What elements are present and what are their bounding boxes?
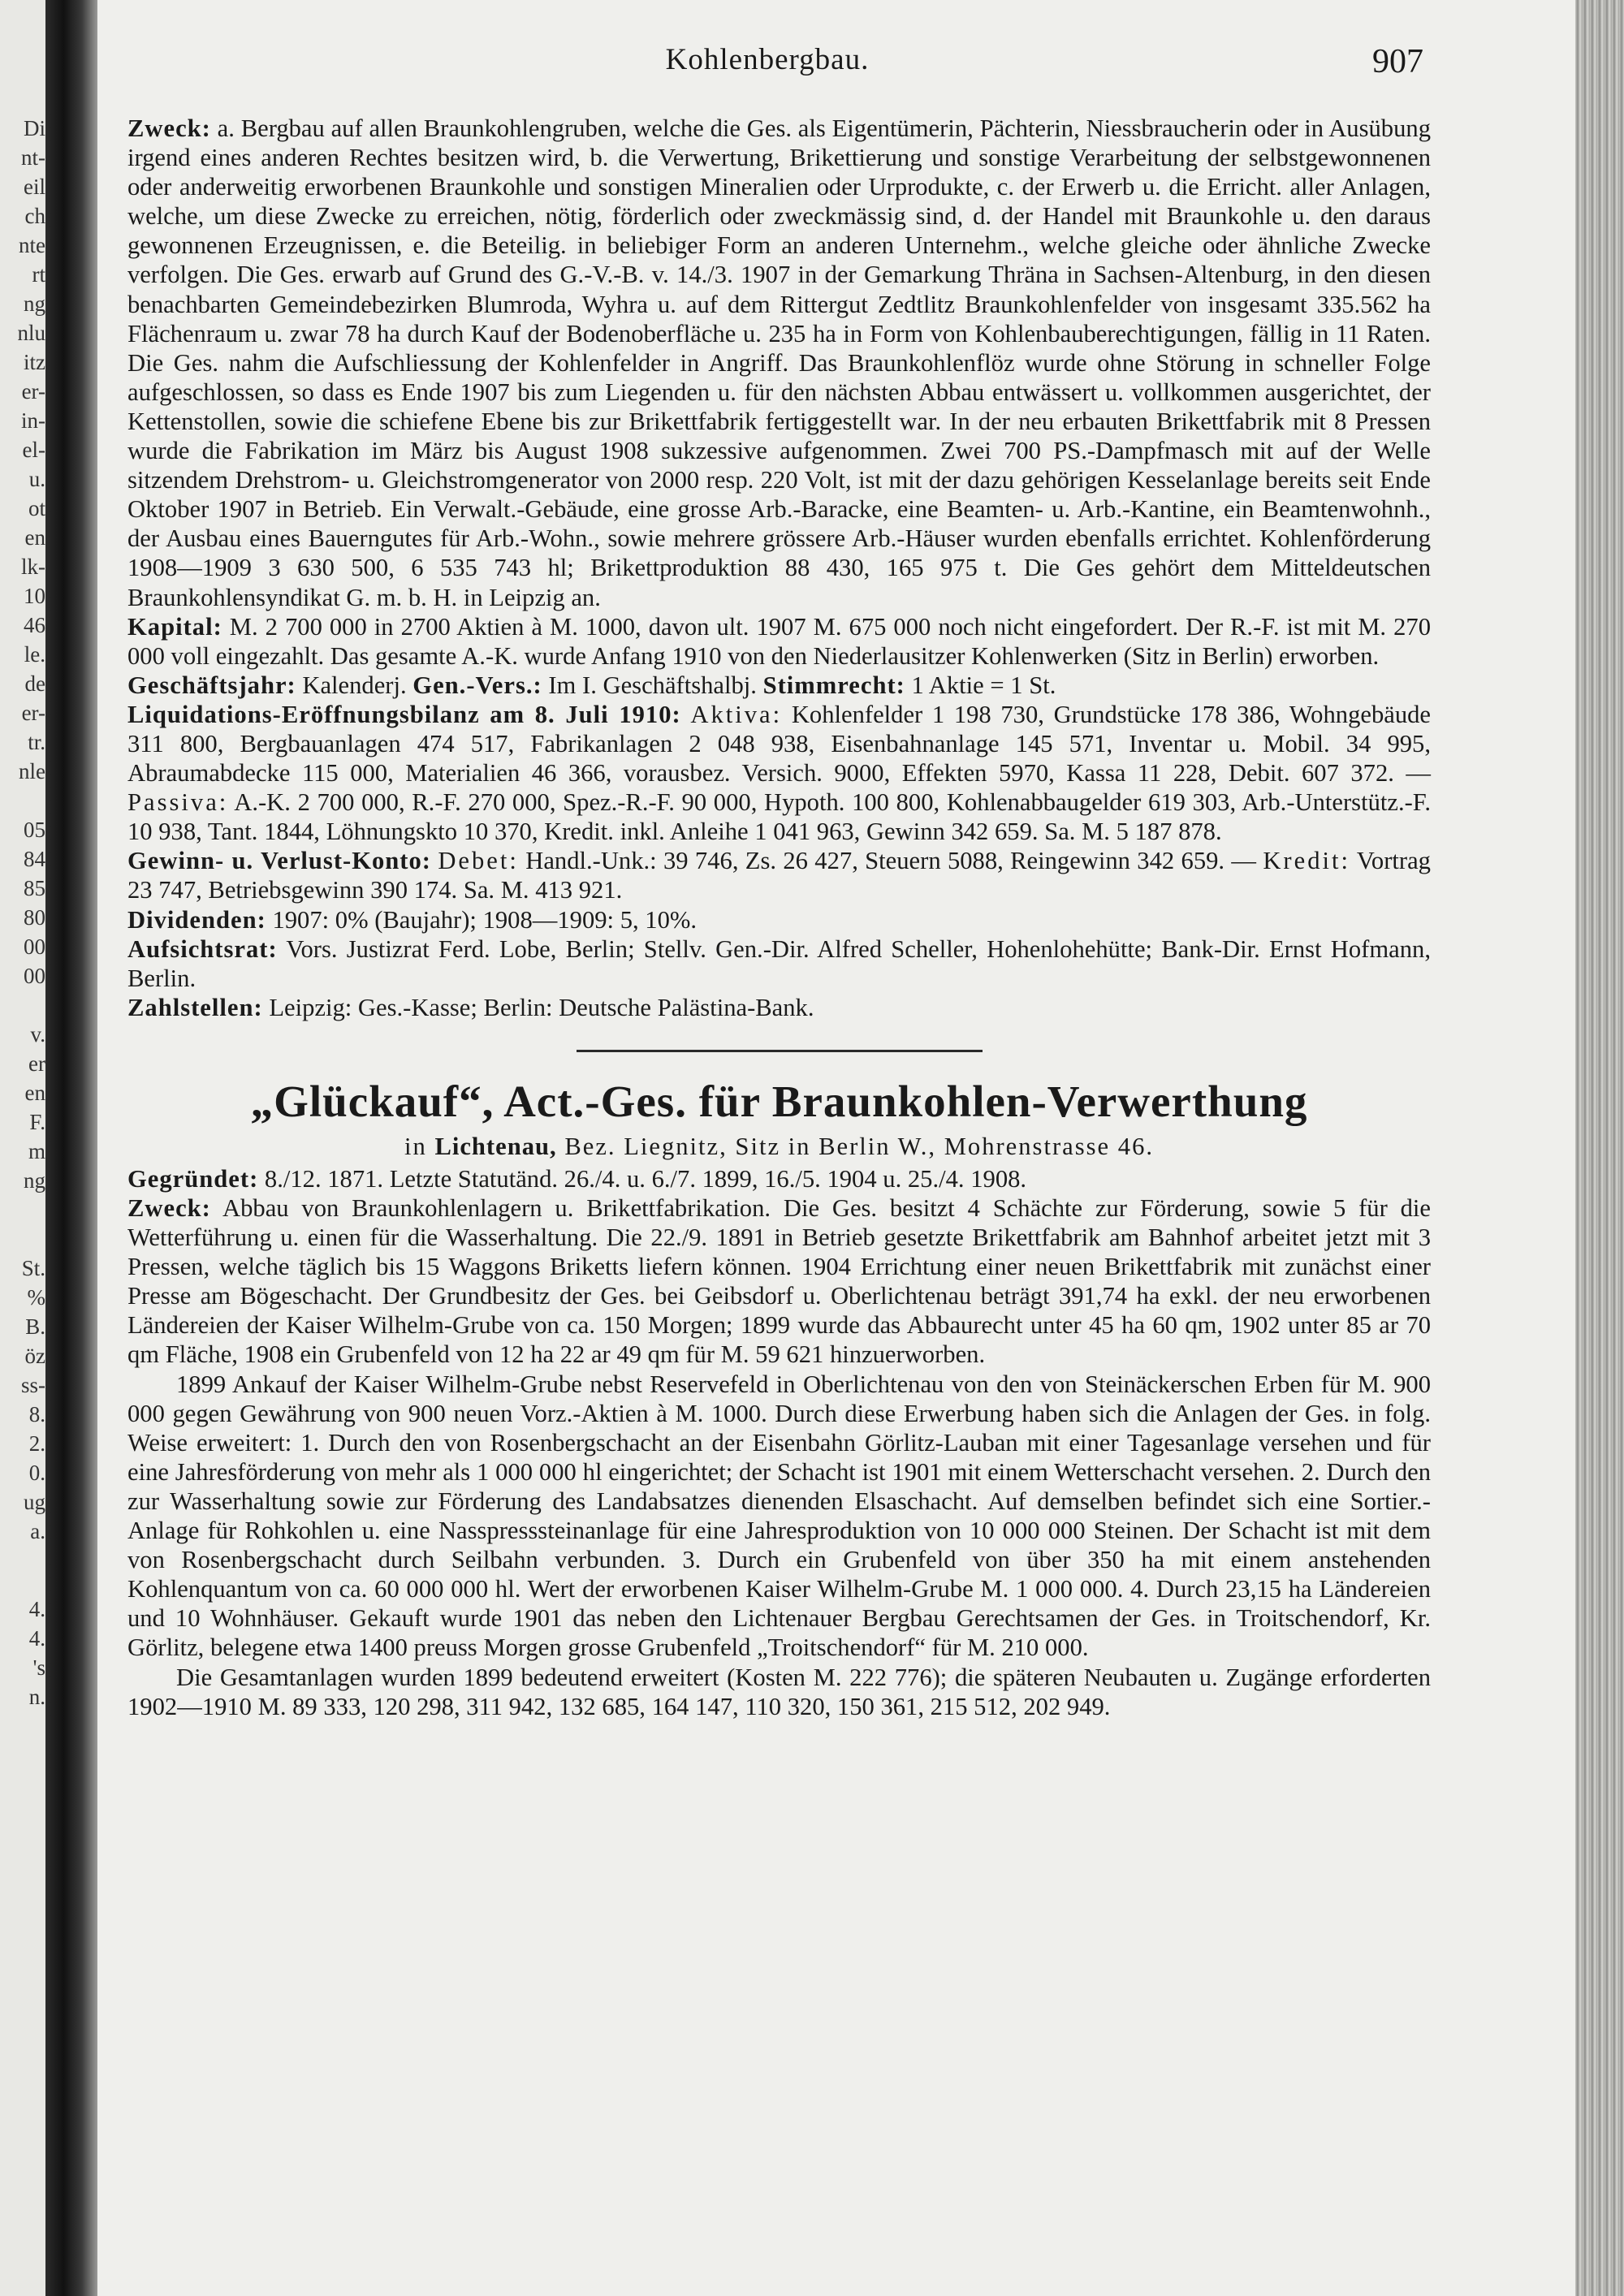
dividenden-text: 1907: 0% (Baujahr); 1908—1909: 5, 10%. — [266, 905, 698, 934]
zweck2-text: Abbau von Braunkohlenlagern u. Brikettfabrikation. Die Ges. besitzt 4 Schächte zur Förderung, sowie 5 für die Wetterführung u. einen für die Wasserhaltung. Die 22./9. 1891 in Betrieb gesetzte Brikettfabrik am Bahnhof arbeitet jetzt mit 3 Pressen, welche täglich bis 15 Waggons Briketts liefern können. 1904 Errichtung einer neuen Brikettfabrik mit zunächst einer Presse am Bögeschacht. Der Grundbesitz der Ges. bei Geibsdorf u. Oberlichtenau beträgt 391,74 ha exkl. der neu erworbenen Ländereien der Kaiser Wilhelm-Grube von ca. 150 Morgen; 1899 wurde das Abbaurecht unter 45 ha 60 qm, 1902 unter 85 ar 70 qm Fläche, 1908 ein Grubenfeld von 12 ha 22 ar 49 qm für M. 59 621 hinzuerworben. — [127, 1194, 1431, 1369]
adjacent-page-fragment-text: ng — [24, 1168, 45, 1193]
location-rest: Bez. Liegnitz, Sitz in Berlin W., Mohrenstrasse 46. — [556, 1132, 1155, 1160]
adjacent-page-fragment-text: a. — [30, 1519, 45, 1543]
adjacent-page-fragment-text: 10 — [24, 584, 45, 608]
kapital-text: M. 2 700 000 in 2700 Aktien à M. 1000, davon ult. 1907 M. 675 000 noch nicht eingefordert. Der R.-F. ist mit M. 270 000 voll eingezahlt. Das gesamte A.-K. wurde Anfang 1910 von den Niederlausitzer Kohlenwerken (Sitz in Berlin) erworben. — [127, 612, 1431, 670]
zweck2-label: Zweck: — [127, 1194, 211, 1222]
aktiva-text: Kohlenfelder 1 198 730, Grundstücke 178 386, Wohngebäude 311 800, Bergbauanlagen 474 517, Fabrikanlagen 2 048 938, Eisenbahnanlage 145 571, Inventar u. Mobil. 34 995, Abraumabdecke 115 000, Materialien 46 366, vorausbez. Versich. 9000, Effekten 5970, Kassa 11 228, Debit. 607 372. — — [127, 700, 1431, 788]
aufsichtsrat-text: Vors. Justizrat Ferd. Lobe, Berlin; Stellv. Gen.-Dir. Alfred Scheller, Hohenlohehütte; Bank-Dir. Ernst Hofmann, Berlin. — [127, 934, 1431, 992]
stimmrecht-label: Stimmrecht: — [762, 671, 905, 699]
adjacent-page-fragment-text: u. — [28, 467, 45, 491]
kredit-label: Kredit: — [1263, 847, 1350, 875]
adjacent-page-fragment-text: nte — [19, 233, 45, 257]
debet-label: Debet: — [438, 847, 519, 875]
gen-vers-text: Im I. Geschäftshalbj. — [542, 671, 763, 699]
adjacent-page-fragment-text: 46 — [24, 613, 45, 637]
book-gutter — [45, 0, 97, 2296]
adjacent-page-fragment-text: nt- — [21, 145, 45, 170]
ankauf-paragraph: 1899 Ankauf der Kaiser Wilhelm-Grube nebst Reservefeld in Oberlichtenau von den von Steinäckerschen Erben für M. 900 000 gegen Gewährung von 900 neuen Vorz.-Aktien à M. 1000. Durch diese Erwerbung haben sich die Anlagen der Ges. in folg. Weise erweitert: 1. Durch den von Rosenbergschacht an der Eisenbahn Görlitz-Lauban mit einer Tagesanlage versehen und für eine Jahresförderung von mehr als 1 000 000 hl eingerichtet; der Schacht ist 1901 mit einem Wetterschacht versehen. 2. Durch den zur Wasserhaltung sowie zur Förderung des Landabsatzes dienenden Elsaschacht. Auf demselben befindet sich eine Sortier.-Anlage für Rohkohlen u. eine Nasspresssteinanlage für eine Jahresproduktion von 10 000 000 Steinen. Der Schacht ist mit dem von Rosenbergschacht durch Seilbahn verbunden. 3. Durch ein Grubenfeld von über 350 ha mit einem anstehenden Kohlenquantum von ca. 60 000 000 hl. Wert der erworbenen Kaiser Wilhelm-Grube M. 1 000 000. 4. Durch 23,15 ha Ländereien und 10 Wohnhäuser. Gekauft wurde 1901 das neben den Lichtenauer Bergbau Gerechtsamen der Ges. in Troitschendorf, Kr. Görlitz, belegene etwa 1400 preuss Morgen grosse Grubenfeld „Troitschendorf“ für M. 210 000. — [127, 1370, 1431, 1662]
adjacent-page-fragment-text: v. — [30, 1022, 45, 1047]
adjacent-page-fragment-text: eil — [24, 175, 45, 199]
zweck-text: a. Bergbau auf allen Braunkohlengruben, welche die Ges. als Eigentümerin, Pächterin, Niessbraucherin oder in Ausübung irgend eines anderen Rechtes besitzen wird, b. die Verwertung, Brikettierung und sonstige Verarbeitung der selbstgewonnenen oder anderweitig erworbenen Braunkohle und sonstigen Mineralien oder Urprodukte, c. der Erwerb u. die Erricht. aller Anlagen, welche, um diese Zwecke zu erreichen, nötig, förderlich oder zweckmässig sind, d. der Handel mit Braunkohle u. den daraus gewonnenen Erzeugnissen, e. die Beteilig. in beliebiger Form an anderen Unternehm., welche gleiche oder ähnliche Zwecke verfolgen. Die Ges. erwarb auf Grund des G.-V.-B. v. 14./3. 1907 in der Gemarkung Thräna in Sachsen-Altenburg, in den diesen benachbarten Gemeindebezirken Blumroda, Wyhra u. auf dem Rittergut Zedtlitz Braunkohlenfelder von insgesamt 335.562 ha Flächenraum u. zwar 78 ha durch Kauf der Bodenoberfläche u. 235 ha in Form von Kohlenbauberechtigungen, fällig in 11 Raten. Die Ges. nahm die Aufschliessung der Kohlenfelder in Angriff. Das Braunkohlenflöz wurde ohne Störung in schneller Folge aufgeschlossen, so dass es Ende 1907 bis zum Liegenden u. für den nächsten Abbau entwässert u. vollkommen ausgerichtet, der Kettenstollen, sowie die schiefene Ebene bis zur Brikettfabrik fertiggestellt war. In der neu erbauten Brikettfabrik mit 8 Pressen wurde die Fabrikation im März bis August 1908 sukzessive aufgenommen. Zwei 700 PS.-Dampfmasch mit auf der Welle sitzendem Drehstrom- u. Gleichstromgenerator von 2000 resp. 220 Volt, ist mit der dazu gehörigen Kesselanlage bereits seit Ende Oktober 1907 in Betrieb. Ein Verwalt.-Gebäude, eine grosse Arb.-Baracke, eine Beamten- u. Arb.-Kantine, ein Beamtenwohnh., der Ausbau eines Bauerngutes für Arb.-Wohn., sowie mehrere grössere Arb.-Häuser wurden ebenfalls errichtet. Kohlenförderung 1908—1909 3 630 500, 6 535 743 hl; Brikettproduktion 88 430, 165 975 t. Die Ges gehört dem Mitteldeutschen Braunkohlensyndikat G. m. b. H. in Leipzig an. — [127, 114, 1431, 611]
adjacent-page-fragment-text: nlu — [17, 321, 45, 345]
adjacent-page-fragment-text: rt — [32, 262, 45, 287]
adjacent-page-fragment-text: er- — [21, 379, 45, 404]
stimmrecht-text: 1 Aktie = 1 St. — [905, 671, 1056, 699]
adjacent-page-fragment-text: ng — [24, 291, 45, 316]
dividenden-paragraph — [127, 905, 1431, 934]
adjacent-page-fragment-text: 8. — [28, 1402, 45, 1426]
adjacent-page-fragment-text: 84 — [24, 847, 45, 871]
adjacent-page-fragment-text: ss- — [20, 1373, 45, 1397]
zahlstellen-label: Zahlstellen: — [127, 993, 263, 1021]
adjacent-page-fragment-text: 00 — [24, 964, 45, 988]
guv-paragraph — [127, 846, 1431, 904]
running-header — [97, 42, 1437, 83]
adjacent-page-fragment-text: 2. — [28, 1431, 45, 1456]
adjacent-page-fragment-text: 80 — [24, 905, 45, 930]
adjacent-page-fragment-text: ug — [24, 1490, 45, 1514]
geschaeftsjahr-label: Geschäftsjahr: — [127, 671, 296, 699]
aufsichtsrat-label: Aufsichtsrat: — [127, 934, 278, 963]
adjacent-page-fragment-text: el- — [22, 438, 45, 462]
kapital-paragraph — [127, 612, 1431, 671]
page-edge — [1575, 0, 1624, 2296]
adjacent-page-fragment-text: nle — [19, 759, 45, 783]
adjacent-page-fragment-text: 00 — [24, 934, 45, 959]
debet-text: Handl.-Unk.: 39 746, Zs. 26 427, Steuern 5088, Reingewinn 342 659. — — [518, 847, 1263, 875]
adjacent-page-fragment-text: St. — [21, 1256, 45, 1280]
zweck-label: Zweck: — [127, 114, 211, 142]
adjacent-page-fragment-text: er- — [21, 701, 45, 725]
aufsichtsrat-paragraph — [127, 934, 1431, 993]
passiva-text: A.-K. 2 700 000, R.-F. 270 000, Spez.-R.-F. 90 000, Hypoth. 100 800, Kohlenabbaugelder 619 303, Arb.-Unterstütz.-F. 10 938, Tant. 1844, Löhnungskto 10 370, Kredit. inkl. Anleihe 1 041 963, Gewinn 342 659. Sa. M. 5 187 878. — [127, 788, 1431, 846]
page-number: 907 — [1372, 43, 1423, 80]
adjacent-page-fragment-text: lk- — [21, 555, 45, 579]
adjacent-page-fragment-text: 4. — [28, 1626, 45, 1651]
adjacent-page-fragment-text: 4. — [28, 1597, 45, 1621]
adjacent-page-fragment-text: 0. — [28, 1461, 45, 1485]
zahlstellen-paragraph — [127, 993, 1431, 1022]
location-prefix: in — [404, 1132, 435, 1160]
adjacent-page-fragment-text: de — [24, 671, 45, 696]
adjacent-page-fragment-text: ch — [24, 204, 45, 228]
adjacent-page-fragment-text: m — [28, 1139, 45, 1163]
adjacent-page-fragment-text: en — [24, 525, 45, 550]
kredit-text: Vortrag 23 747, Betriebsgewinn 390 174. Sa. M. 413 921. — [127, 847, 1431, 904]
running-title: Kohlenbergbau. — [665, 43, 870, 76]
adjacent-page-fragment-text: ot — [28, 496, 45, 520]
dividenden-label: Dividenden: — [127, 905, 266, 934]
adjacent-page-fragment-text: tr. — [28, 730, 45, 754]
guv-label: Gewinn- u. Verlust-Konto: — [127, 847, 431, 875]
geschaeftsjahr-paragraph — [127, 671, 1431, 700]
adjacent-page-fragment-text: F. — [29, 1110, 45, 1134]
adjacent-page-fragment-text: % — [27, 1285, 45, 1310]
gesamtanlagen-paragraph: Die Gesamtanlagen wurden 1899 bedeutend erweitert (Kosten M. 222 776); die späteren Neubauten u. Zugänge erforderten 1902—1910 M. 89 333, 120 298, 311 942, 132 685, 164 147, 110 320, 150 361, 215 512, 202 949. — [127, 1663, 1431, 1720]
adjacent-page-fragment-text: Di — [24, 116, 45, 140]
aktiva-label: Aktiva: — [690, 700, 783, 728]
company-location — [127, 1132, 1431, 1161]
zweck-paragraph — [127, 114, 1431, 612]
zweck2-paragraph — [127, 1193, 1431, 1370]
adjacent-page-fragment-text: 85 — [24, 876, 45, 900]
gegruendet-paragraph — [127, 1164, 1431, 1193]
section-divider — [577, 1050, 983, 1052]
adjacent-page-fragment-text: itz — [24, 350, 45, 374]
gen-vers-label: Gen.-Vers.: — [412, 671, 542, 699]
adjacent-page-fragment-text: en — [24, 1081, 45, 1105]
passiva-label: Passiva: — [127, 788, 229, 817]
adjacent-page-fragment-text: öz — [24, 1344, 45, 1368]
kapital-label: Kapital: — [127, 612, 222, 641]
bilanz-label: Liquidations-Eröffnungsbilanz am 8. Juli 1910: — [127, 700, 681, 728]
adjacent-page-fragment — [0, 0, 45, 2296]
company-title: „Glückauf“, Act.-Ges. für Braunkohlen-Verwerthung — [250, 1076, 1308, 1126]
adjacent-page-fragment-text: le. — [24, 642, 45, 667]
text-column — [127, 114, 1431, 1721]
gegruendet-label: Gegründet: — [127, 1164, 259, 1193]
geschaeftsjahr-text: Kalenderj. — [296, 671, 413, 699]
location-place: Lichtenau, — [434, 1132, 557, 1160]
adjacent-page-fragment-text: 's — [32, 1655, 45, 1680]
gegruendet-text: 8./12. 1871. Letzte Statutänd. 26./4. u. 6./7. 1899, 16./5. 1904 u. 25./4. 1908. — [258, 1164, 1027, 1193]
adjacent-page-fragment-text: 05 — [24, 818, 45, 842]
zahlstellen-text: Leipzig: Ges.-Kasse; Berlin: Deutsche Palästina-Bank. — [262, 993, 814, 1021]
adjacent-page-fragment-text: in- — [21, 408, 45, 433]
adjacent-page-fragment-text: er — [28, 1051, 45, 1076]
adjacent-page-fragment-text: B. — [25, 1314, 45, 1339]
bilanz-paragraph — [127, 700, 1431, 846]
adjacent-page-fragment-text: n. — [28, 1685, 45, 1709]
